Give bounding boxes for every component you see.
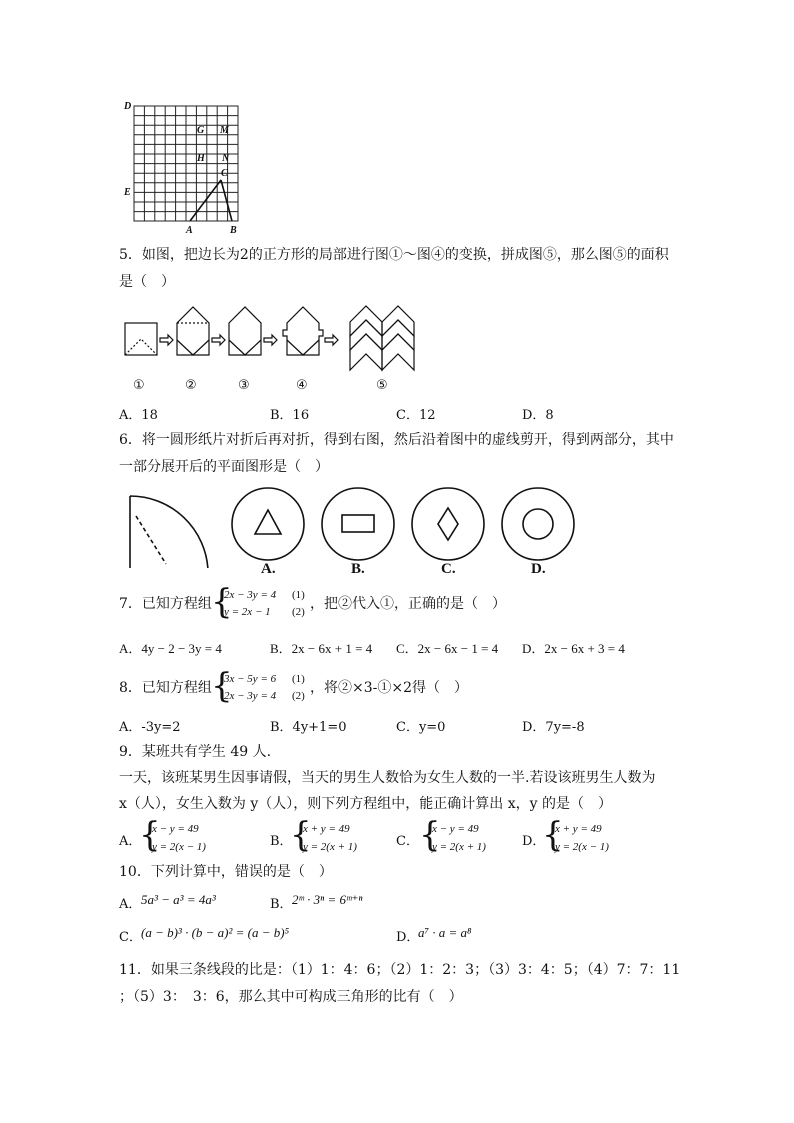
q10-option-a-letter: A． (119, 897, 142, 912)
q8-eq1: 3x − 5y = 6 (224, 673, 277, 685)
q7-eq2-mark: (2) (292, 606, 305, 618)
q9-option-a-brace: { (139, 815, 161, 855)
q9-option-c-eq2: y = 2(x + 1) (432, 841, 486, 853)
q8-prefix: 8．已知方程组 (119, 680, 212, 696)
grid-label-b: B (230, 225, 237, 236)
q11-text-line1: 11．如果三条线段的比是：（1）1：4：6；（2）1：2：3；（3）3：4：5；（4）7：7：11 (119, 962, 681, 978)
q10-option-c-letter: C． (119, 930, 142, 945)
q10-option-d: a⁷ · a = a⁸ (418, 925, 472, 940)
q8-eq2-mark: (2) (292, 690, 305, 702)
q5-fig-label-2: ② (185, 378, 197, 393)
q5-figures (118, 296, 428, 378)
q7-eq1-mark: (1) (292, 589, 305, 601)
grid-label-c: C (221, 168, 228, 179)
q9-option-d-brace: { (542, 815, 564, 855)
grid-label-h: H (197, 153, 205, 164)
q9-option-b-brace: { (290, 815, 312, 855)
q7-prefix: 7．已知方程组 (119, 596, 212, 612)
q7-option-a: A．4y − 2 − 3y = 4 (119, 641, 222, 656)
q6-option-b-label: B. (351, 561, 365, 577)
q9-option-d-eq1: x + y = 49 (555, 823, 602, 835)
q9-option-a-eq2: y = 2(x − 1) (152, 841, 206, 853)
q5-fig-label-4: ④ (296, 378, 308, 393)
q10-option-b-letter: B． (270, 897, 293, 912)
q9-text-line2: 一天，该班某男生因事请假，当天的男生人数恰为女生人数的一半.若设该班男生人数为 (119, 770, 656, 786)
q10-option-a: 5a³ − a³ = 4a³ (141, 892, 216, 907)
q9-option-b-eq2: y = 2(x + 1) (303, 841, 357, 853)
q5-option-c: C．12 (396, 408, 436, 423)
q9-option-b-eq1: x + y = 49 (303, 823, 350, 835)
q8-suffix: ，将②×3-①×2得（ ） (310, 680, 469, 696)
q6-option-d-label: D. (531, 561, 546, 577)
q8-option-a: A．-3y=2 (119, 720, 181, 735)
q8-option-c: C．y=0 (396, 720, 446, 735)
q7-option-c: C．2x − 6x − 1 = 4 (396, 641, 499, 656)
q7-brace: { (211, 582, 233, 622)
q6-figures (120, 482, 590, 568)
q5-fig-label-1: ① (133, 378, 145, 393)
q9-option-c-brace: { (419, 815, 441, 855)
q9-option-d-eq2: y = 2(x − 1) (555, 841, 609, 853)
q5-text-line2: 是（ ） (119, 274, 175, 290)
grid-label-n: N (222, 153, 230, 164)
q9-option-d-letter: D． (522, 834, 546, 849)
q7-suffix: ，把②代入①，正确的是（ ） (310, 596, 506, 612)
q9-option-c-eq1: x − y = 49 (432, 823, 479, 835)
q8-option-b: B．4y+1=0 (270, 720, 347, 735)
q10-option-c: (a − b)³ · (b − a)² = (a − b)⁵ (141, 925, 290, 940)
q8-eq2: 2x − 3y = 4 (224, 690, 277, 702)
q6-option-c-label: C. (441, 561, 456, 577)
q10-option-b: 2ᵐ · 3ⁿ = 6ᵐ⁺ⁿ (292, 892, 363, 907)
grid-label-d: D (124, 101, 132, 112)
grid-label-g: G (197, 125, 205, 136)
q5-fig-label-5: ⑤ (376, 378, 388, 393)
q6-text-line2: 一部分展开后的平面图形是（ ） (119, 459, 329, 475)
q9-option-a-letter: A． (119, 834, 142, 849)
q5-text-line1: 5．如图，把边长为2的正方形的局部进行图①～图④的变换，拼成图⑤，那么图⑤的面积 (119, 247, 669, 263)
q9-option-c-letter: C． (396, 834, 419, 849)
q5-option-d: D．8 (522, 408, 554, 423)
grid-label-a: A (186, 225, 193, 236)
q9-option-a-eq1: x − y = 49 (152, 823, 199, 835)
q9-option-b-letter: B． (270, 834, 293, 849)
q5-option-a: A．18 (119, 408, 158, 423)
q11-text-line2: ；（5）3： 3：6，那么其中可构成三角形的比有（ ） (119, 989, 463, 1005)
grid-label-m: M (220, 125, 229, 136)
q6-option-a-label: A. (261, 561, 276, 577)
q9-text-line3: x（人），女生入数为 y（人），则下列方程组中，能正确计算出 x，y 的是（ ） (119, 796, 612, 812)
q7-eq2: y = 2x − 1 (224, 606, 271, 618)
q7-option-d: D．2x − 6x + 3 = 4 (522, 641, 625, 656)
q8-option-d: D．7y=-8 (522, 720, 585, 735)
q7-eq1: 2x − 3y = 4 (224, 589, 277, 601)
q6-text-line1: 6．将一圆形纸片对折后再对折，得到右图，然后沿着图中的虚线剪开，得到两部分，其中 (119, 432, 674, 448)
q9-text-line1: 9．某班共有学生 49 人. (119, 744, 272, 760)
q8-eq1-mark: (1) (292, 673, 305, 685)
q10-option-d-letter: D． (396, 930, 420, 945)
grid-label-e: E (124, 187, 131, 198)
q8-brace: { (211, 666, 233, 706)
q5-fig-label-3: ③ (238, 378, 250, 393)
q10-text-line1: 10．下列计算中，错误的是（ ） (119, 864, 333, 880)
q5-option-b: B．16 (270, 408, 310, 423)
q7-option-b: B．2x − 6x + 1 = 4 (270, 641, 373, 656)
grid-figure (120, 98, 250, 238)
